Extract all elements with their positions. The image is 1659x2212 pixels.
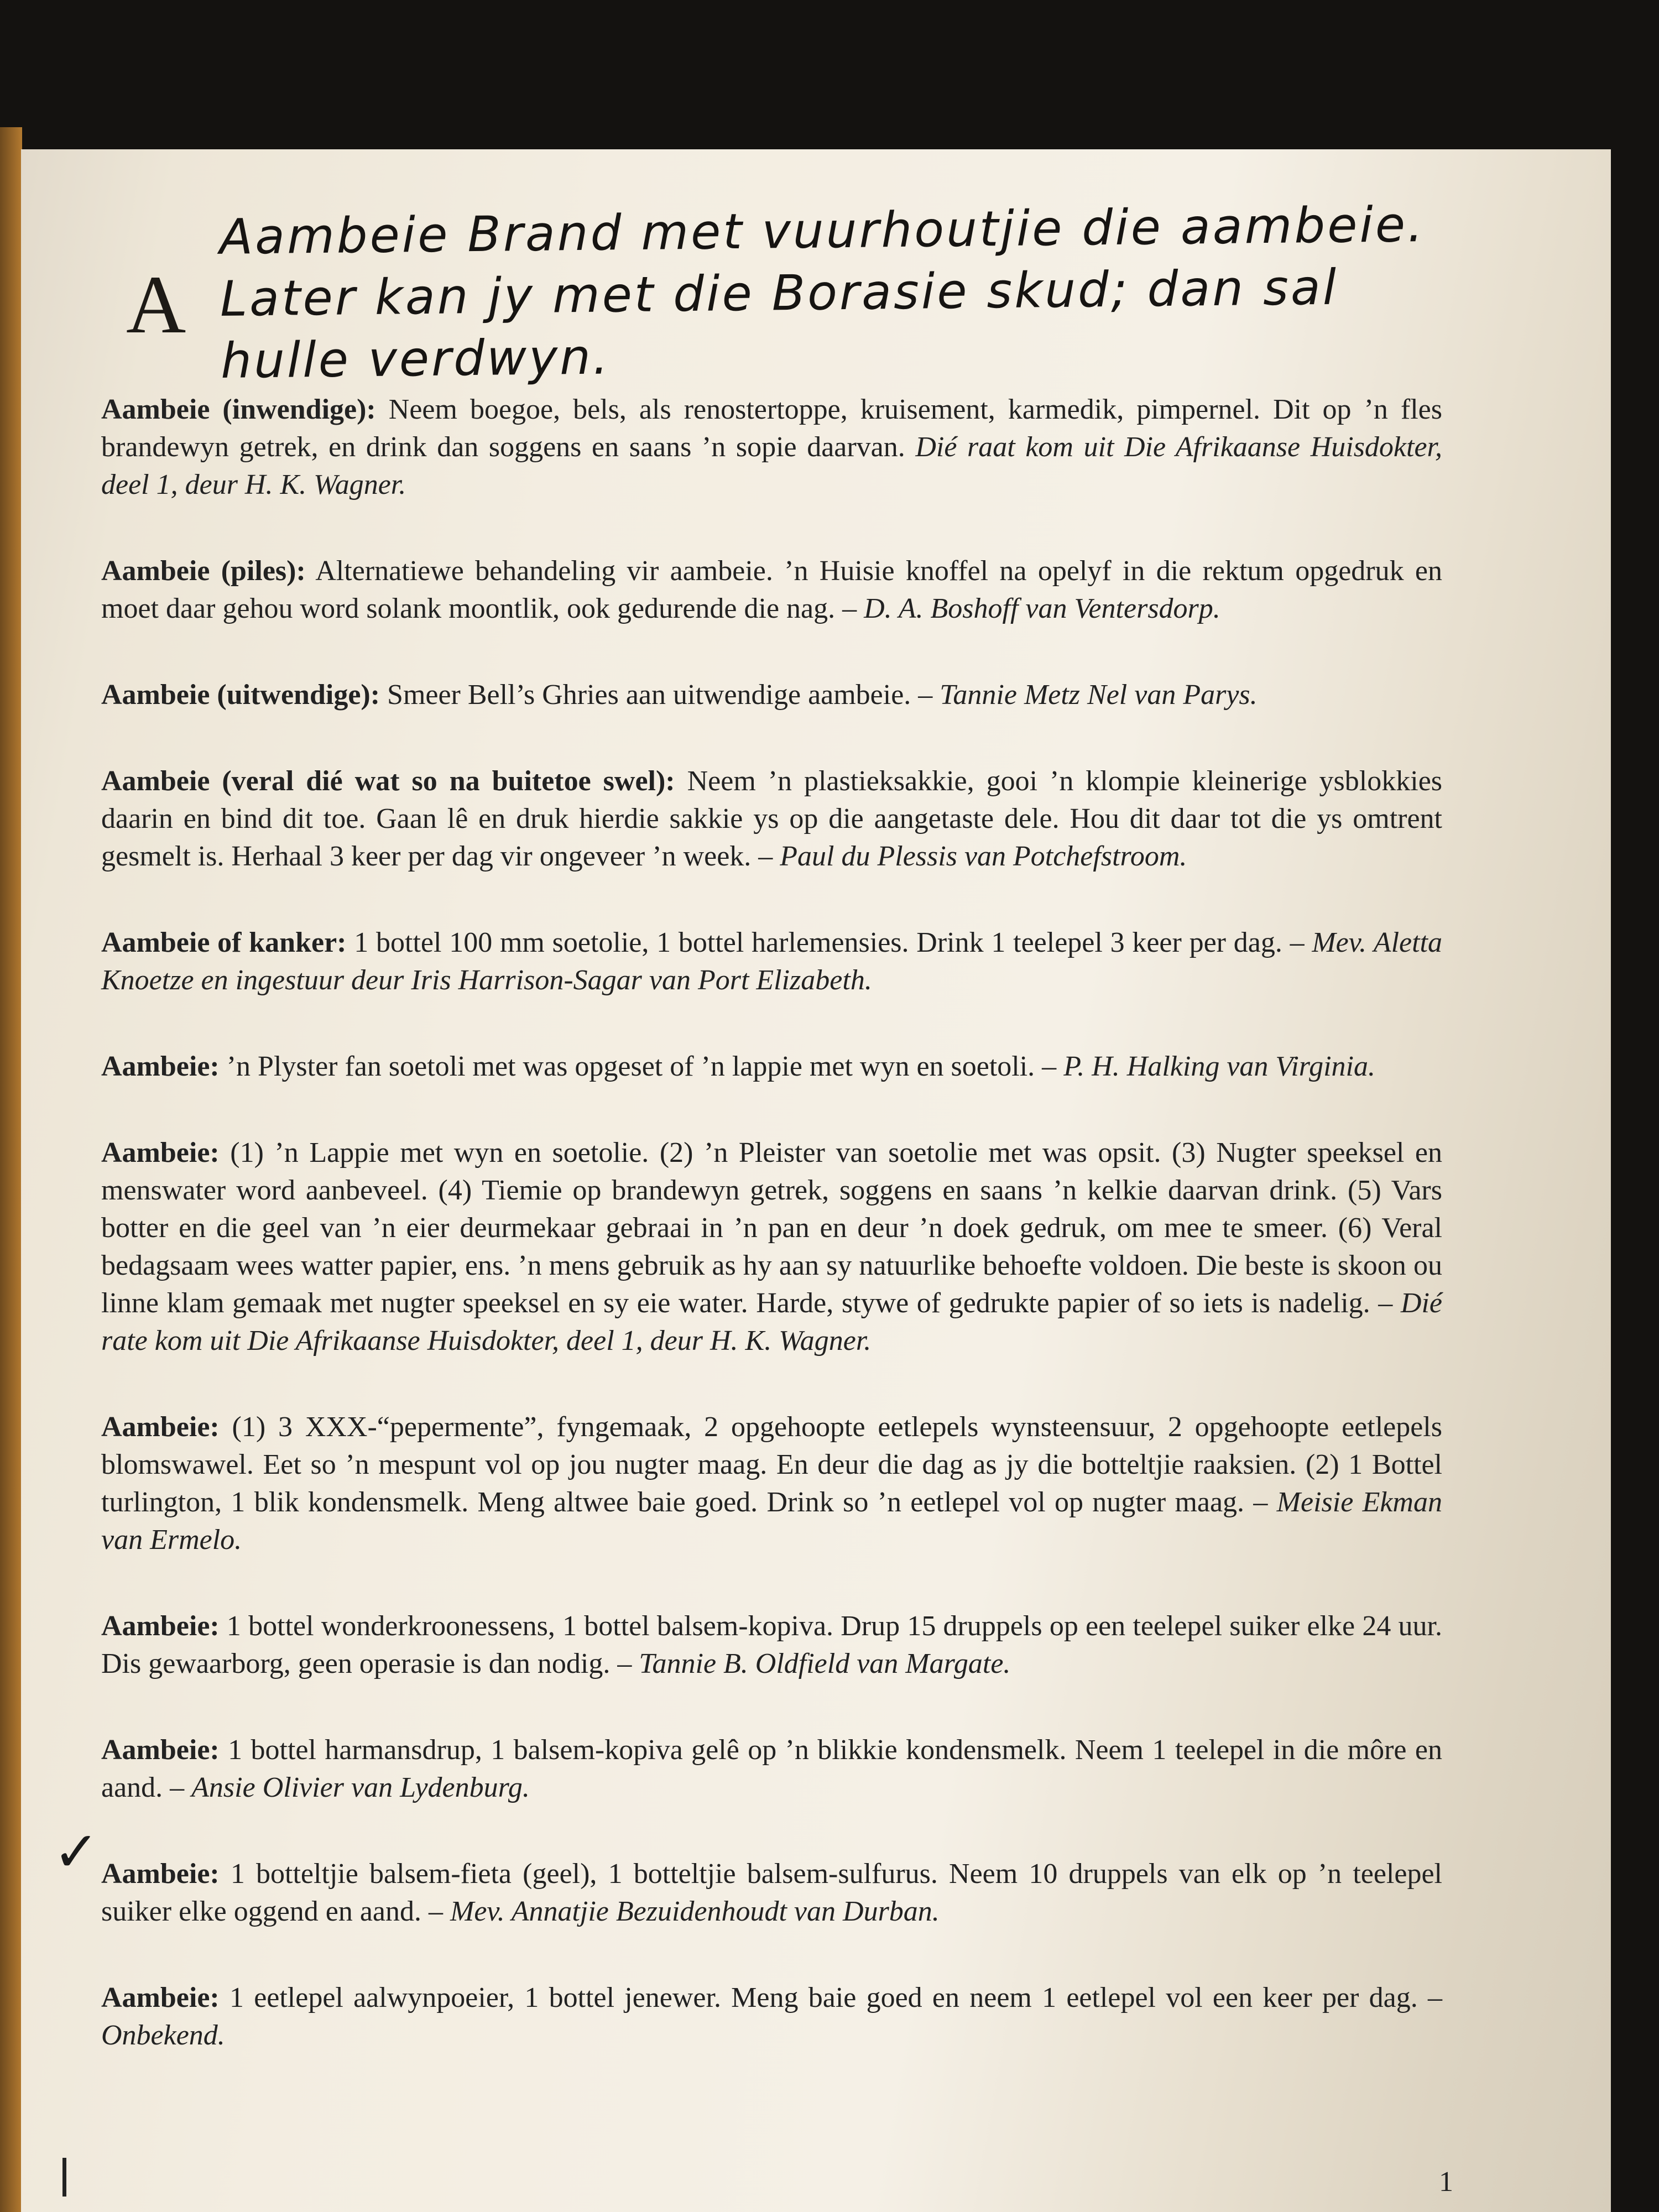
remedy-entry (101, 924, 1442, 999)
entry-source: Tannie B. Oldfield van Margate. (639, 1648, 1011, 1679)
entry-source: Tannie Metz Nel van Parys. (940, 679, 1258, 711)
entry-text: 1 bottel harmansdrup, 1 balsem-kopiva gelê op ’n blikkie kondensmelk. Neem 1 teelepel in die môre en aand. – (101, 1734, 1442, 1803)
entry-text: ’n Plyster fan soetoli met was opgeset of ’n lappie met wyn en soetoli. – (219, 1051, 1064, 1082)
entry-text: 1 bottel wonderkroonessens, 1 bottel balsem-kopiva. Drup 15 druppels op een teelepel suiker elke 24 uur. Dis gewaarborg, geen operasie is dan nodig. – (101, 1610, 1442, 1679)
entry-source: Meisie Ekman van Ermelo. (101, 1486, 1442, 1556)
remedy-entry (101, 1731, 1442, 1807)
check-mark-icon: ✓ (53, 1819, 100, 1884)
remedy-entry (101, 1608, 1442, 1683)
remedy-entry (101, 552, 1442, 628)
margin-mark (62, 2158, 66, 2197)
entry-text: 1 botteltjie balsem-fieta (geel), 1 botteltjie balsem-sulfurus. Neem 10 druppels van elk op ’n teelepel suiker elke oggend en aand. – (101, 1858, 1442, 1927)
entry-text: Neem ’n plastieksakkie, gooi ’n klompie kleinerige ysblokkies daarin en bind dit toe. Gaan lê en druk hierdie sakkie ys op die aangetaste dele. Hou dit daar tot die ys omtrent gesmelt is. Herhaal 3 keer per dag vir ongeveer ’n week. – (101, 765, 1443, 872)
entry-text: Alternatiewe behandeling vir aambeie. ’n Huisie knoffel na opelyf in die rektum opgedruk en moet daar gehou word solank moontlik, ook gedurende die nag. – (101, 555, 1442, 624)
entry-text: 1 bottel 100 mm soetolie, 1 bottel harlemensies. Drink 1 teelepel 3 keer per dag. – (346, 927, 1312, 958)
remedy-entry (101, 763, 1442, 875)
entry-text: (1) ’n Lappie met wyn en soetolie. (2) ’n Pleister van soetolie met was opsit. (3) Nugter speeksel en menswater word aanbeveel. (4) Tiemie op brandewyn getrek, soggens en saans ’n kelkie daarvan drink. (5) Vars botter en die geel van ’n eier deurmekaar gebraai in ’n pan en deur ’n doek gedruk, om mee te smeer. (6) Veral bedagsaam wees watter papier, ens. ’n mens gebruik as hy aan sy natuurlike behoefte voldoen. Die beste is skoon ou linne klam gemaak met nugter speeksel en sy eie water. Harde, stywe of gedrukte papier of so iets is nadelig. – (101, 1137, 1442, 1319)
entry-source: Dié rate kom uit Die Afrikaanse Huisdokter, deel 1, deur H. K. Wagner. (101, 1287, 1442, 1357)
entry-heading: Aambeie: (101, 1411, 220, 1443)
entry-text: (1) 3 XXX-“pepermente”, fyngemaak, 2 opgehoopte eetlepels wynsteensuur, 2 opgehoopte eetlepels blomswawel. Eet so ’n mespunt vol op jou nugter maag. En deur die dag as jy die botteltjie raaksien. (2) 1 Bottel turlington, 1 blik kondensmelk. Meng altwee baie goed. Drink so ’n eetlepel vol op nugter maag. – (101, 1411, 1442, 1518)
entry-text: Neem boegoe, bels, als renostertoppe, kruisement, karmedik, pimpernel. Dit op ’n fles brandewyn getrek, en drink dan soggens en saans ’n sopie daarvan. (101, 394, 1442, 463)
page-number: 1 (1439, 2166, 1453, 2198)
book-page (21, 149, 1611, 2212)
handwritten-line: Aambeie Brand met vuurhoutjie die aambeie. (219, 196, 1426, 265)
remedy-entry (101, 1134, 1442, 1360)
entry-source: Mev. Annatjie Bezuidenhoudt van Durban. (450, 1896, 940, 1927)
entry-source: Mev. Aletta Knoetze en ingestuur deur Iris Harrison-Sagar van Port Elizabeth. (101, 927, 1442, 996)
remedy-entry (101, 1979, 1442, 2054)
entry-source: D. A. Boshoff van Ventersdorp. (864, 593, 1220, 624)
entry-text: Smeer Bell’s Ghries aan uitwendige aambeie. – (380, 679, 940, 711)
entry-heading: Aambeie: (101, 1137, 220, 1168)
entry-heading: Aambeie: (101, 1734, 220, 1766)
remedy-entry (101, 676, 1442, 714)
entry-heading: Aambeie (inwendige): (101, 394, 376, 425)
entry-text: 1 eetlepel aalwynpoeier, 1 bottel jenewer. Meng baie goed en neem 1 eetlepel vol een keer per dag. – (219, 1982, 1442, 2013)
entry-source: Dié raat kom uit Die Afrikaanse Huisdokter, deel 1, deur H. K. Wagner. (101, 431, 1443, 500)
handwritten-line: hulle verdwyn. (220, 328, 611, 389)
entry-heading: Aambeie: (101, 1982, 220, 2013)
entry-source: Paul du Plessis van Potchefstroom. (780, 841, 1187, 872)
entry-source: Onbekend. (101, 2020, 225, 2051)
remedy-entry (101, 1408, 1442, 1559)
entry-heading: Aambeie: (101, 1610, 220, 1642)
remedy-list (101, 362, 1442, 2103)
remedy-entry (101, 1048, 1442, 1086)
entry-heading: Aambeie: (101, 1051, 220, 1082)
entry-heading: Aambeie (uitwendige): (101, 679, 380, 711)
handwritten-line: Later kan jy met die Borasie skud; dan sal (220, 258, 1339, 327)
entry-heading: Aambeie of kanker: (101, 927, 347, 958)
entry-source: P. H. Halking van Virginia. (1063, 1051, 1375, 1082)
remedy-entry (101, 1855, 1442, 1931)
entry-heading: Aambeie: (101, 1858, 220, 1890)
entry-heading: Aambeie (veral dié wat so na buitetoe swel): (101, 765, 675, 797)
section-letter: A (126, 259, 186, 351)
entry-heading: Aambeie (piles): (101, 555, 306, 587)
remedy-entry (101, 391, 1442, 504)
book-spine (0, 127, 22, 2212)
entry-source: Ansie Olivier van Lydenburg. (191, 1772, 530, 1803)
